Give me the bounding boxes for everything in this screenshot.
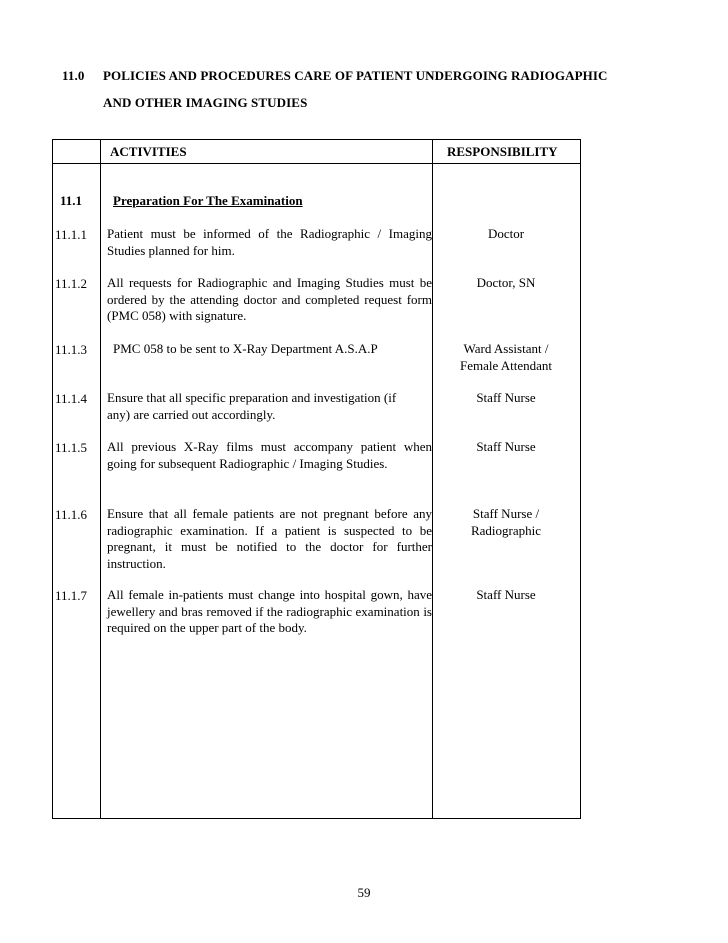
row-responsibility: Staff Nurse / Radiographic [470,506,542,538]
row-number: 11.1.6 [55,507,88,522]
row-responsibility: Doctor, SN [476,275,536,290]
row-number: 11.1.3 [55,342,88,357]
row-activity: Ensure that all specific preparation and investigation (if any) are carried out accordingly. [107,390,397,422]
row-activity: All female in-patients must change into hospital gown, have jewellery and bras removed if the radiographic examination is required on the upper part of the body. [107,587,432,635]
row-activity: Patient must be informed of the Radiographic / Imaging Studies planned for him. [107,226,432,258]
row-activity: All requests for Radiographic and Imaging Studies must be ordered by the attending doctor and completed request form (PMC 058) with signature. [107,275,432,323]
subsection-number: 11.1 [60,193,83,208]
row-activity: All previous X-Ray films must accompany patient when going for subsequent Radiographic / Imaging Studies. [107,439,432,471]
row-responsibility: Staff Nurse [476,390,536,405]
row-activity: Ensure that all female patients are not pregnant before any radiographic examination. If a patient is suspected to be pregnant, it must be notified to the doctor for further instruction. [107,506,432,571]
row-responsibility: Staff Nurse [476,439,536,454]
row-number: 11.1.5 [55,440,88,455]
column-divider-1 [100,139,101,818]
section-title-line-1: POLICIES AND PROCEDURES CARE OF PATIENT UNDERGOING RADIOGAPHIC [103,68,608,83]
header-divider [52,163,580,164]
row-number: 11.1.7 [55,588,88,603]
row-number: 11.1.4 [55,391,88,406]
subsection-title: Preparation For The Examination [113,193,303,208]
row-responsibility: Ward Assistant / Female Attendant [459,341,553,373]
row-number: 11.1.2 [55,276,88,291]
row-activity: PMC 058 to be sent to X-Ray Department A.S.A.P [113,341,378,356]
row-responsibility: Staff Nurse [476,587,536,602]
section-title-line-2: AND OTHER IMAGING STUDIES [103,95,308,110]
section-number: 11.0 [62,68,85,83]
header-responsibility: RESPONSIBILITY [447,144,558,159]
header-activities: ACTIVITIES [110,144,187,159]
row-responsibility: Doctor [487,226,525,241]
row-number: 11.1.1 [55,227,88,242]
page-number: 59 [357,885,371,900]
